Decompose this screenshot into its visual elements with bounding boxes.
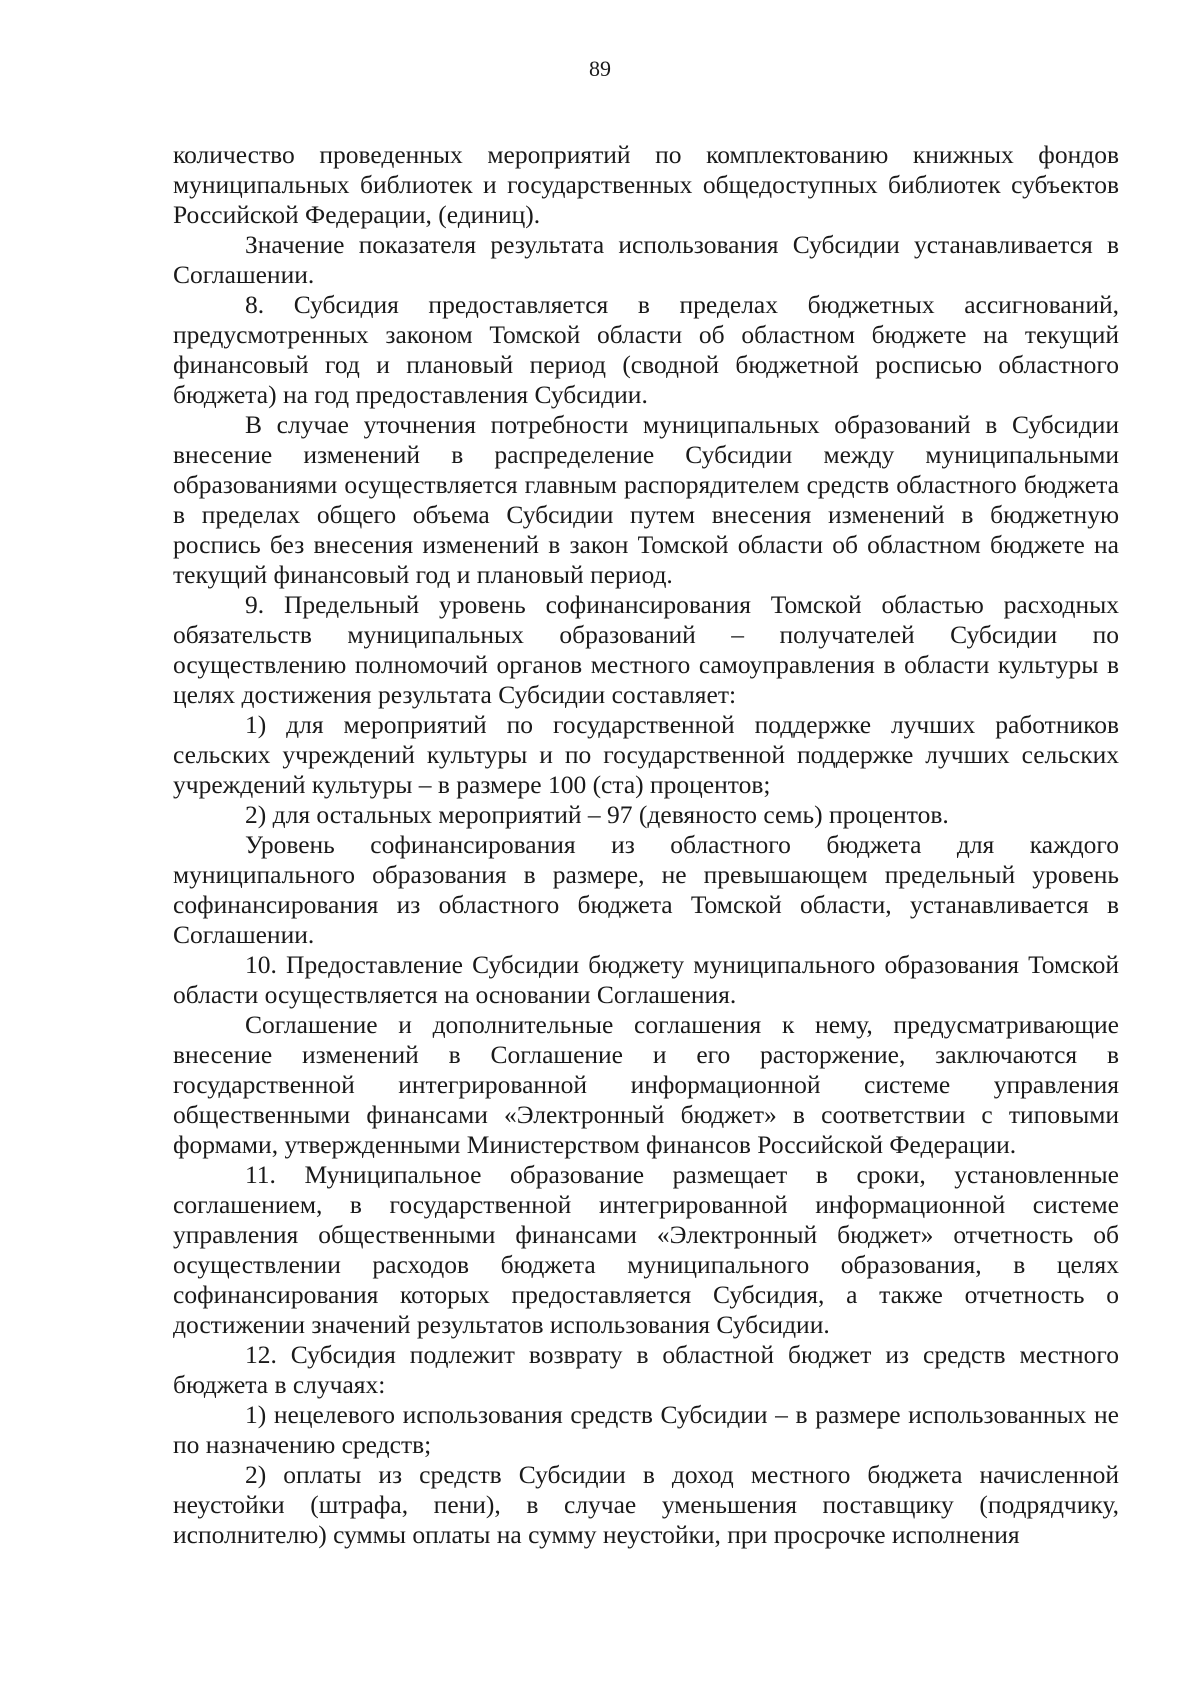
paragraph-clause-9-item-1: 1) для мероприятий по государственной поддержке лучших работников сельских учреждений культуры и по государственной поддержке лучших сельских учреждений культуры – в размере 100 (ста) процентов;	[173, 710, 1119, 799]
paragraph-clause-12-item-1: 1) нецелевого использования средств Субсидии – в размере использованных не по назначению средств;	[173, 1400, 1119, 1459]
paragraph-clause-9-item-2: 2) для остальных мероприятий – 97 (девяносто семь) процентов.	[245, 800, 949, 829]
paragraph-cofinancing-level: Уровень софинансирования из областного бюджета для каждого муниципального образования в размере, не превышающем предельный уровень софинансирования из областного бюджета Томской области, устанавливается в Соглашении.	[173, 830, 1119, 949]
paragraph-clause-8-redistribution: В случае уточнения потребности муниципальных образований в Субсидии внесение изменений в распределение Субсидии между муниципальными образованиями осуществляется главным распорядителем средств областного бюджета в пределах общего объема Субсидии путем внесения изменений в бюджетную роспись без внесения изменений в закон Томской области об областном бюджете на текущий финансовый год и плановый период.	[173, 410, 1119, 589]
paragraph-clause-10: 10. Предоставление Субсидии бюджету муниципального образования Томской области осуществляется на основании Соглашения.	[173, 950, 1119, 1009]
paragraph-clause-12: 12. Субсидия подлежит возврату в областной бюджет из средств местного бюджета в случаях:	[173, 1340, 1119, 1399]
paragraph-indicator-continuation: количество проведенных мероприятий по комплектованию книжных фондов муниципальных библиотек и государственных общедоступных библиотек субъектов Российской Федерации, (единиц).	[173, 140, 1119, 229]
paragraph-clause-9: 9. Предельный уровень софинансирования Томской областью расходных обязательств муниципальных образований – получателей Субсидии по осуществлению полномочий органов местного самоуправления в области культуры в целях достижения результата Субсидии составляет:	[173, 590, 1119, 709]
paragraph-agreement: Соглашение и дополнительные соглашения к нему, предусматривающие внесение изменений в Соглашение и его расторжение, заключаются в государственной интегрированной информационной системе управления общественными финансами «Электронный бюджет» в соответствии с типовыми формами, утвержденными Министерством финансов Российской Федерации.	[173, 1010, 1119, 1159]
page-number: 89	[589, 56, 611, 81]
document-body	[173, 140, 1119, 1550]
paragraph-clause-11: 11. Муниципальное образование размещает в сроки, установленные соглашением, в государственной интегрированной информационной системе управления общественными финансами «Электронный бюджет» отчетность об осуществлении расходов бюджета муниципального образования, в целях софинансирования которых предоставляется Субсидия, а также отчетность о достижении значений результатов использования Субсидии.	[173, 1160, 1119, 1339]
paragraph-clause-12-item-2: 2) оплаты из средств Субсидии в доход местного бюджета начисленной неустойки (штрафа, пени), в случае уменьшения поставщику (подрядчику, исполнителю) суммы оплаты на сумму неустойки, при просрочке исполнения	[173, 1460, 1119, 1549]
paragraph-clause-8: 8. Субсидия предоставляется в пределах бюджетных ассигнований, предусмотренных законом Томской области об областном бюджете на текущий финансовый год и плановый период (сводной бюджетной росписью областного бюджета) на год предоставления Субсидии.	[173, 290, 1119, 409]
paragraph-indicator-value: Значение показателя результата использования Субсидии устанавливается в Соглашении.	[173, 230, 1119, 289]
